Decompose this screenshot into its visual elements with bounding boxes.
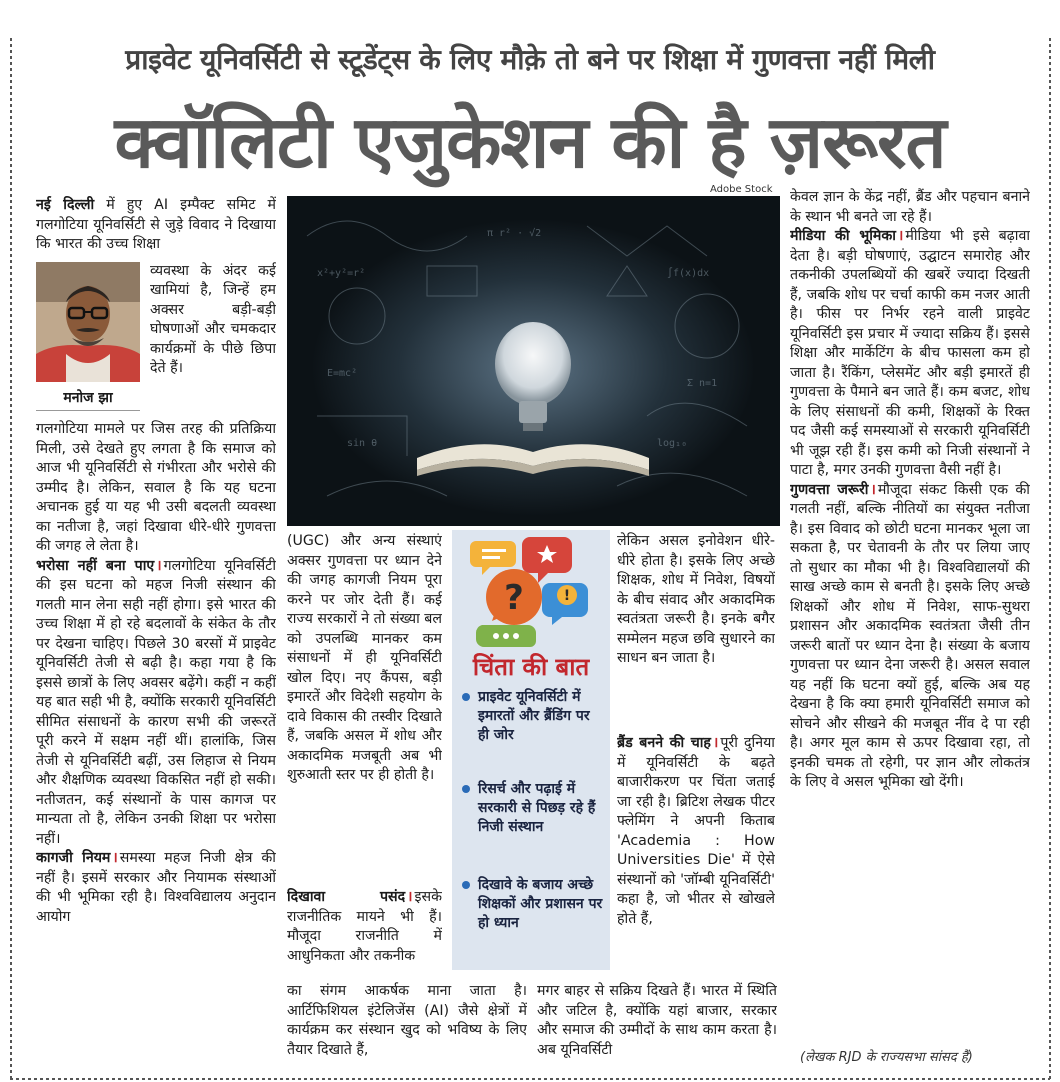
span-text-b — [537, 982, 777, 1060]
col4-body — [790, 188, 1030, 1040]
kicker: प्राइवेट यूनिवर्सिटी से स्टूडेंट्स के लिए मौक़े तो बने पर शिक्षा में गुणवत्ता नहीं मिली — [125, 43, 935, 76]
page-border-left — [10, 38, 12, 1080]
col2-top — [287, 532, 442, 894]
bullet-icon — [462, 693, 470, 701]
svg-text:π r² · √2: π r² · √2 — [487, 228, 542, 239]
col4-para3: मौजूदा संकट किसी एक की गलती नहीं, बल्कि नीतियों का संयुक्त नतीजा है। इस विवाद को छोटी घटना मानकर भूला जा सकता है, पर चेतावनी के तौर पर लिया जाए तो सुधार का मौका भी है। विश्वविद्यालयों की साख अच्छे काम से बनती है। इसके लिए अच्छे शिक्षकों और शोध में निवेश, साफ-सुथरा प्रशासन और अकादमिक स्वतंत्रता जैसी तीन जरूरी बातों पर ध्यान देना है। संख्या के बजाय गुणवत्ता पर ध्यान देना जरूरी है। असल सवाल यह नहीं कि घटना क्यों हुई, बल्कि अब यह देखना है कि क्या हमारी यूनिवर्सिटी समाज को सोचने और सीखने की मजबूत नींव दे पा रही है। अगर मूल काम से ऊपर दिखावा रहा, तो इनकी चमक तो रहेगी, पर ज्ञान और लोकतंत्र के लिए वे असल भूमिका खो देंगी। — [790, 481, 1030, 790]
col4-subhead-2: गुणवत्ता जरूरी । — [790, 481, 876, 498]
page-border-bottom — [10, 1078, 1050, 1080]
col3-para2: पूरी दुनिया में यूनिवर्सिटी के बढ़ते बाजारीकरण पर चिंता जताई जा रही है। ब्रिटिश लेखक पीटर फ्लेमिंग ने अपनी किताब 'Academia : How Universities Die' में ऐसे संस्थानों को 'जॉम्बी यूनिवर्सिटी' कहा है, जो भीतर से खोखले होते हैं, — [617, 735, 775, 927]
info-box-title: चिंता की बात — [472, 653, 590, 681]
col4-para1: केवल ज्ञान के केंद्र नहीं, ब्रैंड और पहचान बनाने के स्थान भी बनते जा रहे हैं। — [790, 189, 1030, 225]
col2-bottom — [287, 888, 442, 978]
col3-bottom — [617, 734, 775, 980]
svg-text:E=mc²: E=mc² — [327, 368, 358, 379]
author-photo — [36, 262, 140, 382]
col1-intro — [36, 196, 276, 256]
photo-credit: Adobe Stock — [710, 184, 773, 195]
col1-para1: गलगोटिया मामले पर जिस तरह की प्रतिक्रिया मिली, उसे देखते हुए लगता है कि समाज को आज भी यूनिवर्सिटी से गंभीरता और भरोसे की उम्मीद है। लेकिन, सवाल है कि यह घटना अचानक हुई या यह भी उसी बदलती व्यवस्था का नतीजा है, जहां दिखावा धीरे-धीरे गुणवत्ता की जगह ले लेता है। — [36, 421, 276, 554]
svg-text:Σ n=1: Σ n=1 — [687, 378, 718, 389]
span-text-a — [287, 982, 527, 1060]
col2-subhead-1: दिखावा पसंद । — [287, 889, 413, 905]
col1-subhead-2: कागजी नियम । — [36, 850, 118, 866]
col1-beside-photo — [150, 262, 276, 418]
col1-para3: समस्या महज निजी क्षेत्र की नहीं है। इसमें सरकार और नियामक संस्थाओं की भी भूमिका रही है। विश्वविद्यालय अनुदान आयोग — [36, 850, 276, 925]
col4-para2: मीडिया भी इसे बढ़ावा देता है। बड़ी घोषणाएं, उद्घाटन समारोह और तकनीकी उपलब्धियों की खबरें ज्यादा दिखती हैं, जबकि शोध पर चर्चा काफी कम नजर आती है। फीस पर निर्भर रहने वाली प्राइवेट यूनिवर्सिटी इस प्रचार में ज्यादा सक्रिय हैं। इससे शिक्षा और मार्केटिंग के बीच फासला कम हो जाता है। रैंकिंग, प्लेसमेंट और बड़ी इमारतें ही गुणवत्ता के पैमाने बन जाते हैं। कम बजट, शोध के लिए संसाधनों की कमी, शिक्षकों के रिक्त पद जैसी कई समस्याओं से सरकारी यूनिवर्सिटी भी जूझ रही हैं। इस कमी को निजी संस्थानों ने पाटा है, मगर उनकी गुणवत्ता वैसी नहीं है। — [790, 228, 1030, 478]
col2-para1: (UGC) और अन्य संस्थाएं अक्सर गुणवत्ता पर ध्यान देने की जगह कागजी नियम पूरा करने पर जोर देती हैं। कई राज्य सरकारों ने तो संख्या बल को उपलब्धि मानकर कम संसाधनों में ही यूनिवर्सिटी खोल दिए। नए कैंपस, बड़ी इमारतें और विदेशी सहयोग के दावे विकास की तस्वीर दिखाते हैं, जबकि असल में शोध और अकादमिक मजबूती अब भी शुरुआती स्तर पर ही होती है। — [287, 533, 442, 783]
speech-bubbles-icon — [470, 535, 594, 647]
svg-text:?: ? — [504, 578, 524, 618]
svg-text:x²+y²=r²: x²+y²=r² — [317, 268, 366, 279]
span-text-a-p: का संगम आकर्षक माना जाता है। आर्टिफिशियल इंटेलिजेंस (AI) जैसे क्षेत्रों में कार्यक्रम कर संस्थान खुद को भविष्य के लिए तैयार दिखाते हैं, — [287, 983, 527, 1058]
col3-para1: लेकिन असल इनोवेशन धीरे-धीरे होता है। इसके लिए अच्छे शिक्षक, शोध में निवेश, विषयों के बीच संवाद और अकादमिक स्वतंत्रता जरूरी है। इनके बगैर सम्मेलन महज छवि सुधारने का साधन बन जाता है। — [617, 533, 775, 666]
col1-sub2-text: कागजी नियम — [36, 850, 111, 866]
col3-sub1-text: ब्रैंड बनने की चाह — [617, 735, 711, 751]
beside-photo-text: व्यवस्था के अंदर कई खामियां है, जिन्हें हम अक्सर बड़ी-बड़ी घोषणाओं और चमकदार कार्यक्रमों के पीछे छिपा देते हैं। — [150, 263, 276, 377]
bullet-icon — [462, 785, 470, 793]
bullet-icon — [462, 881, 470, 889]
col2-sub1-text: दिखावा पसंद — [287, 889, 406, 905]
intro-dateline: नई दिल्ली — [36, 197, 95, 213]
info-box-item — [462, 688, 604, 745]
intro-text: में हुए AI इम्पैक्ट समिट में गलगोटिया यूनिवर्सिटी से जुड़े विवाद ने दिखाया कि भारत की उच्च शिक्षा — [36, 197, 276, 252]
svg-text:log₁₀: log₁₀ — [657, 438, 688, 449]
col4-sub1-text: मीडिया की भूमिका — [790, 228, 896, 244]
info-box-item — [462, 876, 604, 933]
col3-top — [617, 532, 775, 732]
svg-text:!: ! — [563, 588, 571, 604]
headline: क्वॉलिटी एजुकेशन की है ज़रूरत — [114, 100, 946, 184]
col4-sub2-text: गुणवत्ता जरूरी — [790, 481, 869, 498]
author-rule — [36, 410, 140, 411]
col3-subhead-1: ब्रैंड बनने की चाह । — [617, 735, 719, 751]
col1-sub1-text: भरोसा नहीं बना पाए — [36, 557, 155, 574]
hero-image — [287, 196, 780, 526]
col1-subhead-1: भरोसा नहीं बना पाए । — [36, 557, 162, 574]
info-box-item — [462, 780, 604, 837]
col2-para2: इसके राजनीतिक मायने भी हैं। मौजूदा राजनीति में आधुनिकता और तकनीक — [287, 889, 442, 964]
info-box-item-text: दिखावे के बजाय अच्छे शिक्षकों और प्रशासन पर हो ध्यान — [478, 877, 603, 931]
author-note: (लेखक RJD के राज्यसभा सांसद हैं) — [800, 1050, 973, 1065]
svg-text:∫f(x)dx: ∫f(x)dx — [667, 268, 710, 279]
col1-body — [36, 420, 276, 1060]
page-border-right — [1049, 38, 1051, 1080]
svg-text:sin θ: sin θ — [347, 438, 378, 449]
author-name: मनोज झा — [63, 390, 113, 406]
info-box-item-text: रिसर्च और पढ़ाई में सरकारी से पिछड़ रहे हैं निजी संस्थान — [478, 781, 596, 835]
span-text-b-p: मगर बाहर से सक्रिय दिखते हैं। भारत में स्थिति और जटिल है, क्योंकि यहां बाजार, सरकार और समाज की उम्मीदों के साथ काम करता है। अब यूनिवर्सिटी — [537, 983, 777, 1058]
info-box-item-text: प्राइवेट यूनिवर्सिटी में इमारतों और ब्रैंडिंग पर ही जोर — [478, 689, 590, 743]
col1-para2: गलगोटिया यूनिवर्सिटी की इस घटना को महज निजी संस्थान की गलती मान लेना सही नहीं होगा। इसे भारत की उच्च शिक्षा में हो रहे बदलावों के संकेत के तौर पर देखना चाहिए। पिछले 30 बरसों में प्राइवेट यूनिवर्सिटी तेजी से बढ़ी है। कहा गया है कि इससे छात्रों के लिए अवसर बढ़ेंगे। कहीं न कहीं यह बात सही भी है, क्योंकि सरकारी यूनिवर्सिटी सीमित संसाधनों के कारण सभी की जरूरतें पूरी करने में सक्षम नहीं थीं। हालांकि, जिस तेजी से यूनिवर्सिटी बढ़ीं, उस लिहाज से नियम और शैक्षणिक व्यवस्था विकसित नहीं हो सकी। नतीजतन, कई संस्थानों के पास कागज पर मान्यता तो है, लेकिन उनकी शिक्षा पर भरोसा नहीं। — [36, 557, 276, 847]
col4-subhead-1: मीडिया की भूमिका । — [790, 228, 904, 244]
